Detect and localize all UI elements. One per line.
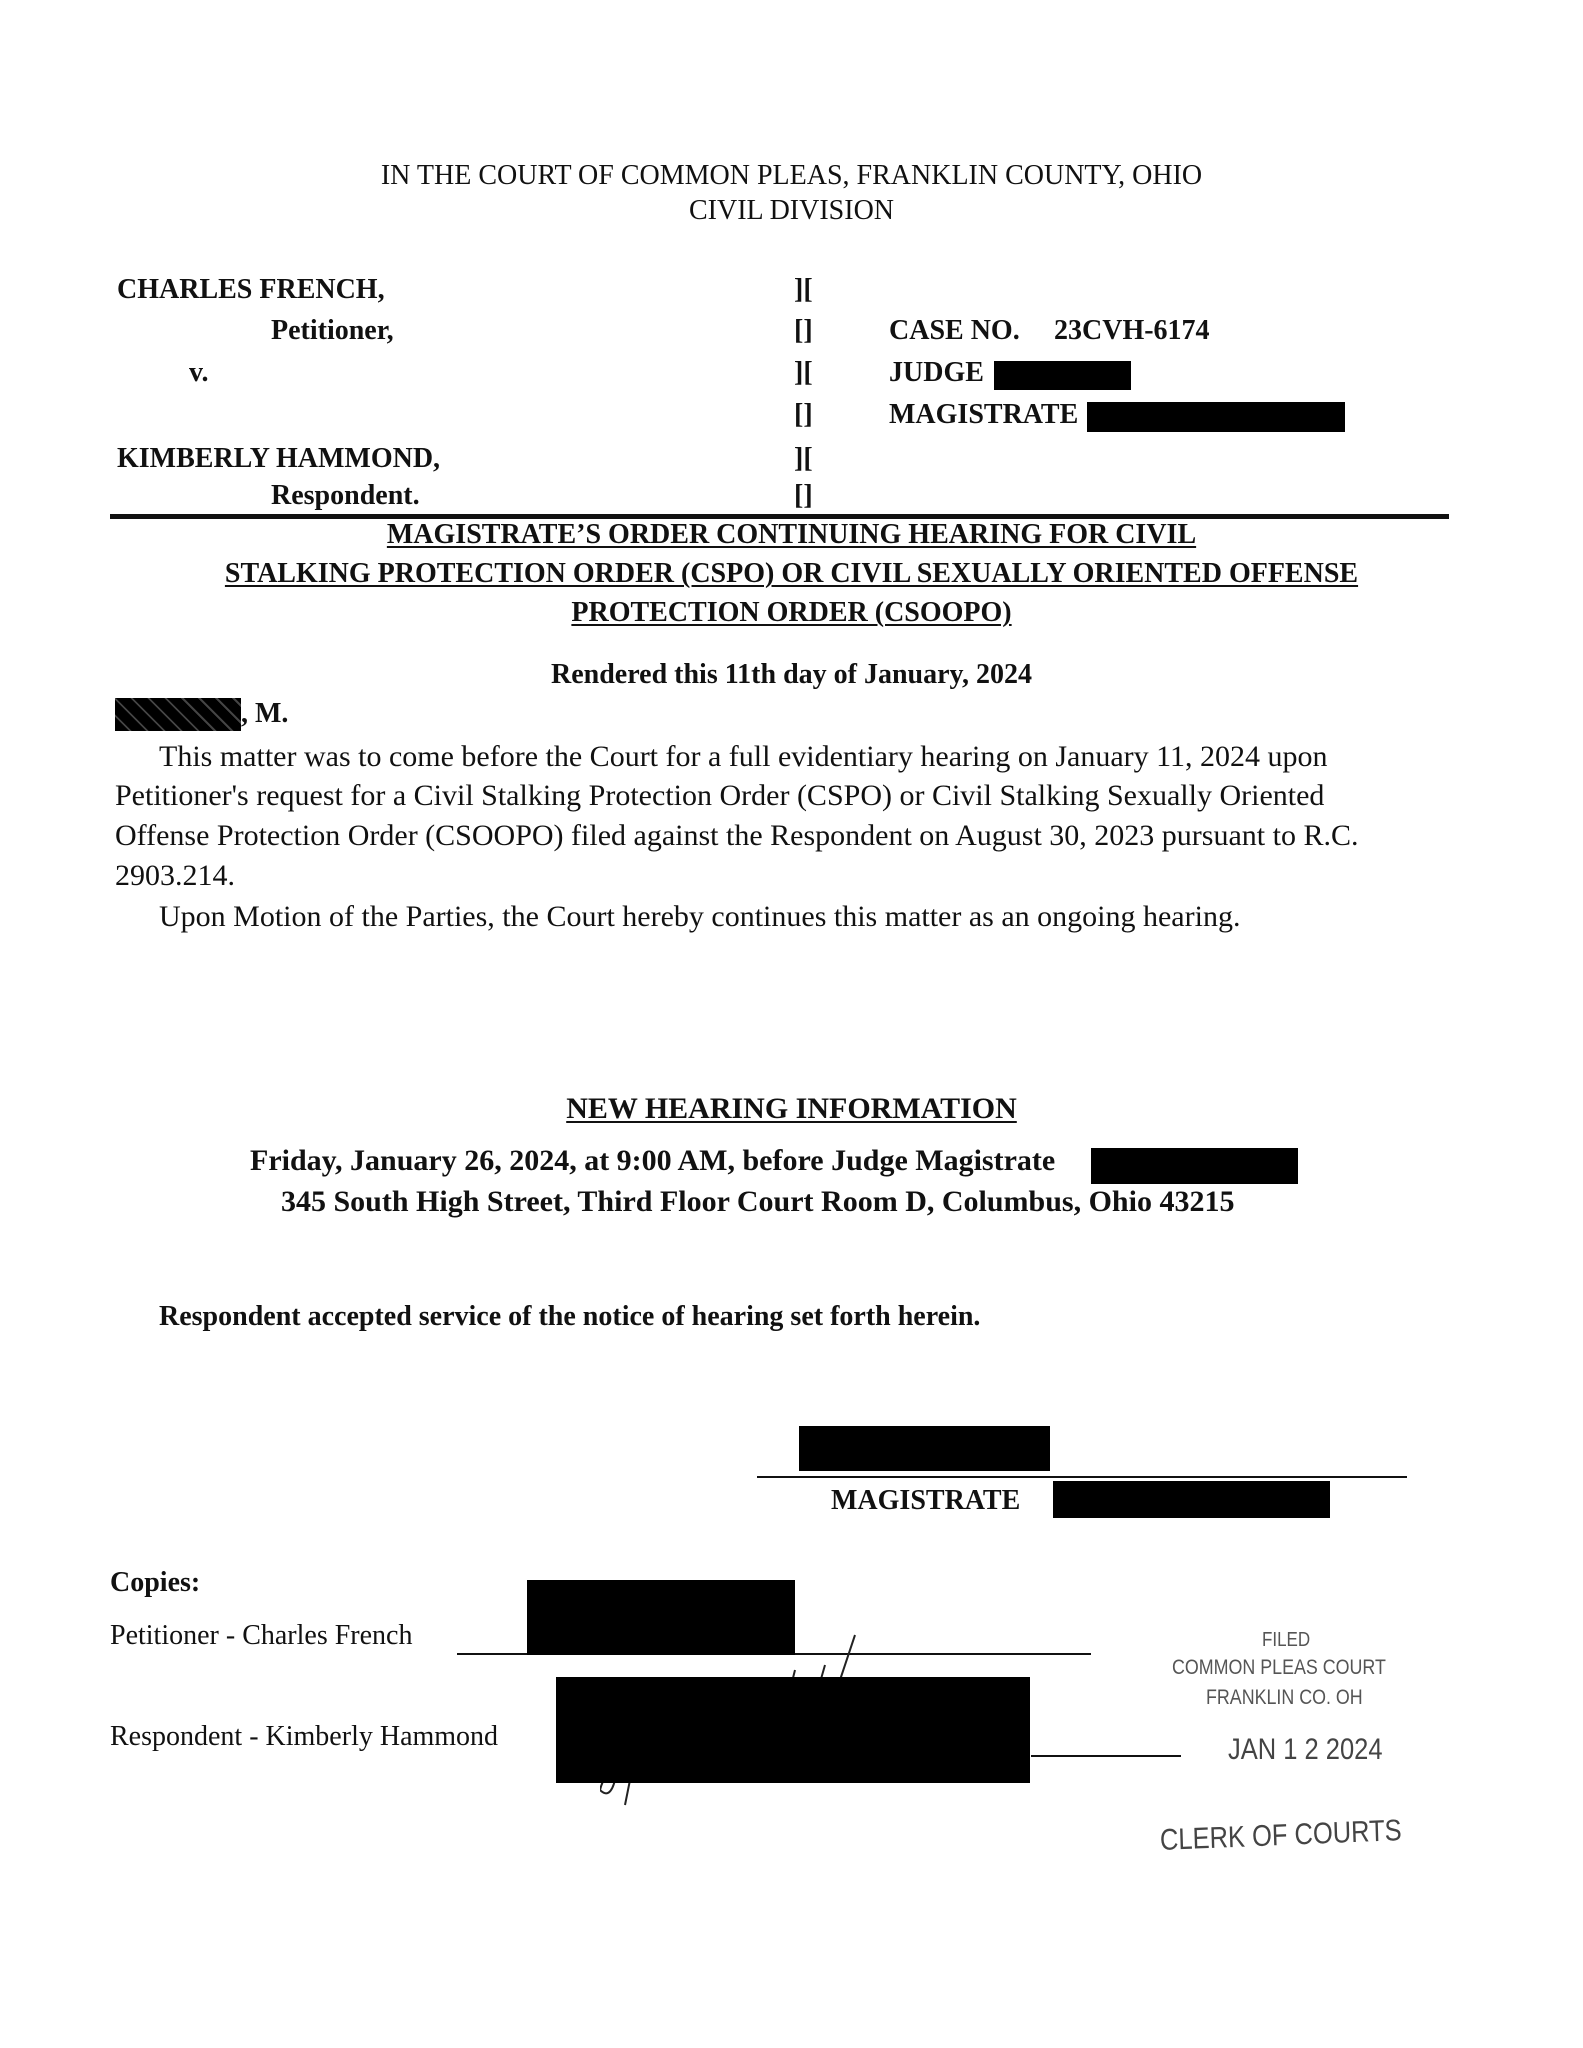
author-suffix: , M. (241, 698, 289, 729)
order-title-line-1: MAGISTRATE’S ORDER CONTINUING HEARING FOR CIVIL (386, 519, 1197, 550)
respondent-signature-line (1031, 1755, 1181, 1757)
versus: v. (189, 357, 209, 388)
stamp-county: FRANKLIN CO. OH (1206, 1686, 1363, 1709)
copy-respondent: Respondent - Kimberly Hammond (110, 1721, 499, 1752)
court-name: IN THE COURT OF COMMON PLEAS, FRANKLIN COUNTY, OHIO (380, 160, 1203, 191)
new-hearing-heading: NEW HEARING INFORMATION (566, 1092, 1017, 1125)
copy-petitioner: Petitioner - Charles French (110, 1620, 413, 1651)
order-title-line-2: STALKING PROTECTION ORDER (CSPO) OR CIVIL SEXUALLY ORIENTED OFFENSE (224, 558, 1359, 589)
caption-bracket: [] (794, 315, 813, 346)
signature-magistrate-redaction (1053, 1481, 1330, 1518)
court-division: CIVIL DIVISION (688, 195, 895, 226)
caption-bracket: ][ (794, 357, 813, 388)
case-number-label: CASE NO. (889, 315, 1020, 346)
respondent-role: Respondent. (271, 480, 420, 511)
new-hearing-when: Friday, January 26, 2024, at 9:00 AM, before Judge Magistrate (250, 1144, 1056, 1177)
copies-label: Copies: (110, 1567, 201, 1598)
case-number: 23CVH-6174 (1054, 315, 1210, 346)
new-hearing-where: 345 South High Street, Third Floor Court Room D, Columbus, Ohio 43215 (281, 1185, 1235, 1218)
signature-line (757, 1476, 1407, 1478)
caption-bracket: ][ (794, 274, 813, 305)
stamp-clerk: CLERK OF COURTS (1159, 1814, 1403, 1857)
rendered-date: Rendered this 11th day of January, 2024 (551, 659, 1032, 690)
magistrate-label: MAGISTRATE (889, 399, 1079, 430)
caption-bracket: ][ (794, 443, 813, 474)
magistrate-name-redaction (1087, 402, 1345, 432)
signature-redaction (799, 1426, 1050, 1471)
petitioner-role: Petitioner, (271, 315, 394, 346)
author-redaction (115, 698, 241, 731)
petitioner-name: CHARLES FRENCH, (117, 274, 385, 305)
body-line: Petitioner's request for a Civil Stalking Protection Order (CSPO) or Civil Stalking Sexually Oriented (115, 779, 1325, 812)
stamp-court: COMMON PLEAS COURT (1172, 1656, 1386, 1679)
respondent-signature-redaction (556, 1677, 1030, 1783)
body-line: Upon Motion of the Parties, the Court hereby continues this matter as an ongoing hearing. (159, 900, 1241, 933)
body-line: This matter was to come before the Court for a full evidentiary hearing on January 11, 2024 upon (159, 740, 1328, 773)
new-hearing-magistrate-redaction (1091, 1148, 1298, 1184)
judge-name-redaction (994, 361, 1131, 390)
order-title-line-3: PROTECTION ORDER (CSOOPO) (571, 597, 1012, 628)
body-line: Offense Protection Order (CSOOPO) filed against the Respondent on August 30, 2023 pursuant to R.C. (115, 819, 1359, 852)
caption-bracket: [] (794, 480, 813, 511)
stamp-date: JAN 1 2 2024 (1228, 1733, 1383, 1766)
caption-bracket: [] (794, 399, 813, 430)
respondent-name: KIMBERLY HAMMOND, (117, 443, 441, 474)
body-line: 2903.214. (115, 859, 235, 892)
service-note: Respondent accepted service of the notice of hearing set forth herein. (159, 1301, 981, 1332)
judge-label: JUDGE (889, 357, 984, 388)
stamp-filed: FILED (1262, 1629, 1311, 1651)
signature-magistrate-label: MAGISTRATE (831, 1485, 1021, 1516)
